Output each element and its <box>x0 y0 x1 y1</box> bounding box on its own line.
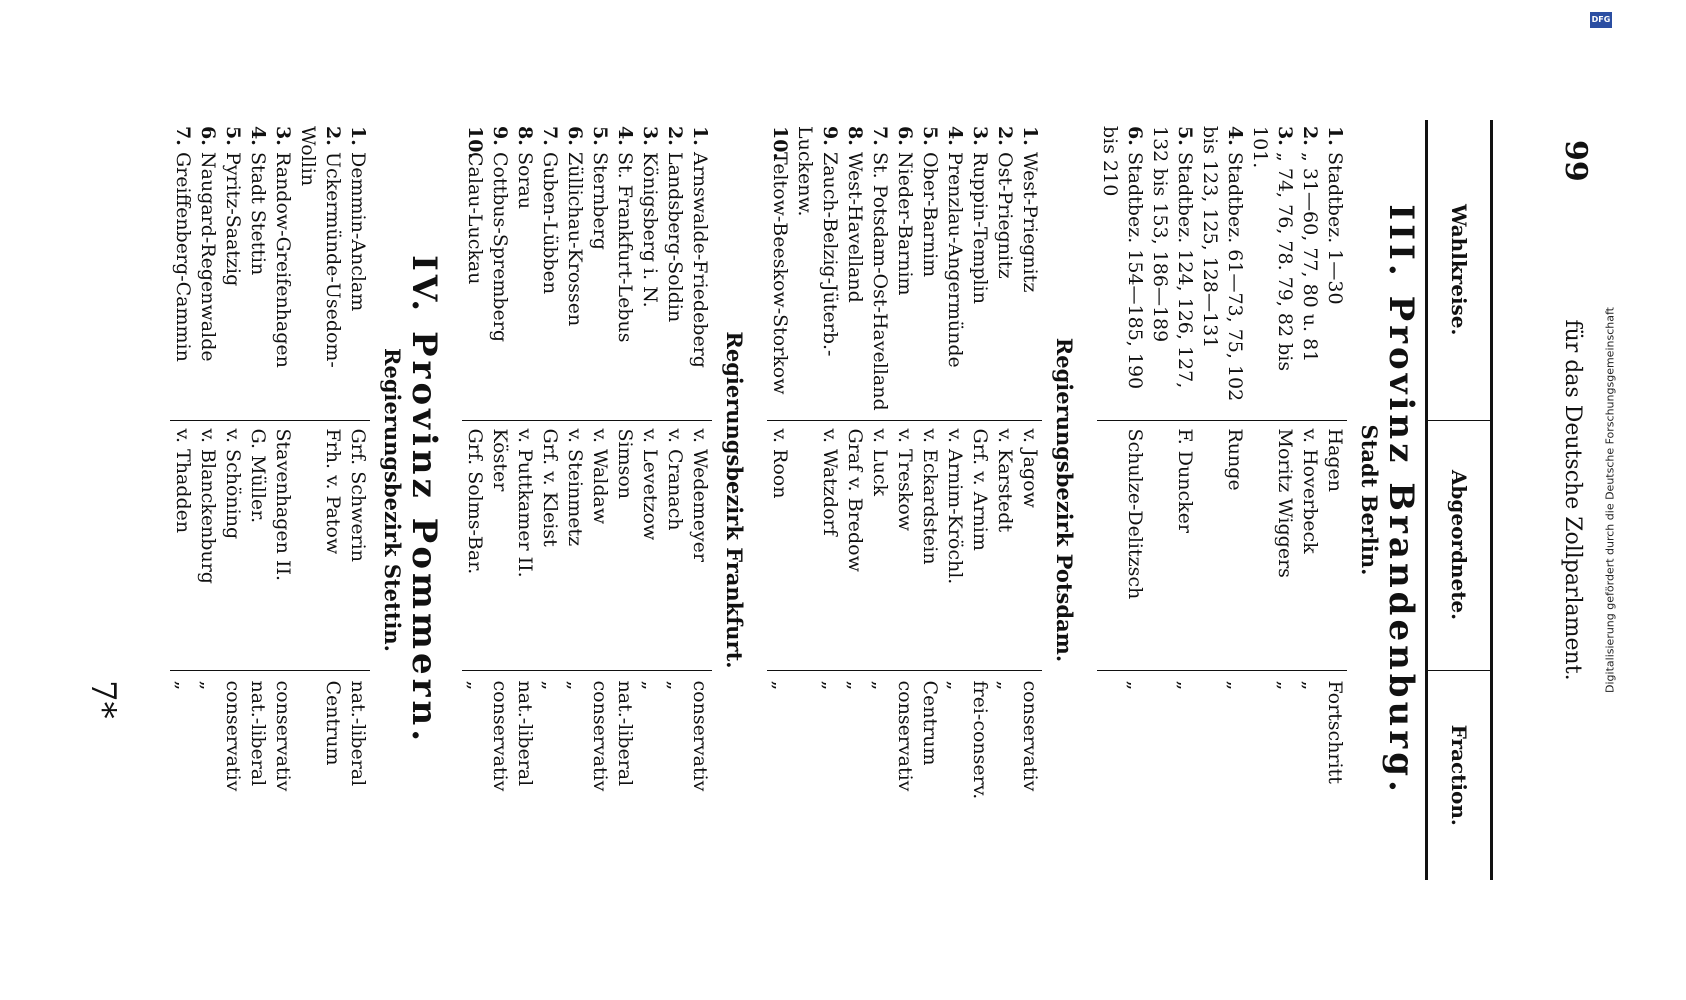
header-title: für das Deutsche Zollparlament. <box>1560 319 1585 681</box>
abgeordnete-cell: v. Blanckenburg <box>195 420 220 670</box>
row-number: 2. <box>322 126 344 146</box>
table-row <box>842 120 867 880</box>
wahlkreis-cell <box>892 120 917 420</box>
table-row <box>612 120 637 880</box>
abgeordnete-cell: v. Steinmetz <box>562 420 587 670</box>
abgeordnete-cell: v. Arnim-Kröchl. <box>942 420 967 670</box>
table-row <box>792 120 842 880</box>
table-row <box>917 120 942 880</box>
wahlkreis-name: Teltow-Beeskow-Storkow <box>769 152 791 395</box>
abgeordnete-cell: v. Karstedt <box>992 420 1017 670</box>
wahlkreis-name: „ 74, 76, 78. 79, 82 bis 101. <box>1249 126 1296 372</box>
fraction-cell: „ <box>564 680 586 691</box>
table-row <box>295 120 345 880</box>
table-row <box>992 120 1017 880</box>
table-row <box>587 120 612 880</box>
wahlkreis-cell <box>587 120 612 420</box>
fraction-cell: „ <box>664 680 686 691</box>
abgeordnete-cell: Grf. Schwerin <box>345 420 370 670</box>
abgeordnete-cell: Schulze-Delitzsch <box>1097 420 1147 670</box>
wahlkreis-name: Prenzlau-Angermünde <box>944 152 966 368</box>
row-number: 2. <box>1299 126 1321 146</box>
row-number: 5. <box>222 126 244 146</box>
abgeordnete-cell: Köster <box>487 420 512 670</box>
wahlkreis-cell <box>512 120 537 420</box>
abgeordnete-cell: v. Waldaw <box>587 420 612 670</box>
table-row <box>462 120 487 880</box>
subsection-title: Regierungsbezirk Frankfurt. <box>722 331 747 669</box>
wahlkreis-cell <box>562 120 587 420</box>
row-number: 4. <box>1224 126 1246 146</box>
row-number: 7. <box>539 126 561 146</box>
abgeordnete-cell: v. Puttkamer II. <box>512 420 537 670</box>
footer-strip <box>1580 0 1640 1000</box>
table-row <box>487 120 512 880</box>
row-number: 8. <box>514 126 536 146</box>
fraction-cell: „ <box>769 680 791 691</box>
footer-text: Digitalisierung gefördert durch die Deutsche Forschungsgemeinschaft <box>1603 307 1617 693</box>
table-row <box>195 120 220 880</box>
table-row <box>537 120 562 880</box>
province-title: III. Provinz Brandenburg. <box>1381 204 1421 796</box>
table-row <box>1322 120 1347 880</box>
section-spacer <box>156 120 170 880</box>
wahlkreis-name: Stadtbez. 154—185, 190 bis 210 <box>1099 126 1146 390</box>
table-row <box>687 120 712 880</box>
row-number: 6. <box>894 126 916 146</box>
fraction-cell: conservativ <box>272 680 294 792</box>
row-number: 6. <box>197 126 219 146</box>
fraction-cell: nat.-liberal <box>347 680 369 787</box>
wahlkreis-name: Arnswalde-Friedeberg <box>689 152 711 368</box>
fraction-cell: „ <box>639 680 661 691</box>
province-heading <box>1388 120 1427 880</box>
row-number: 10. <box>464 126 486 160</box>
fraction-cell: „ <box>844 680 866 691</box>
table-row <box>1297 120 1322 880</box>
fraction-cell: „ <box>1124 680 1146 691</box>
row-number: 5. <box>919 126 941 146</box>
column-header-abgeordnete: Abgeordnete. <box>1427 420 1492 670</box>
subsection-heading <box>712 120 753 880</box>
wahlkreis-cell <box>170 120 195 420</box>
wahlkreis-cell <box>942 120 967 420</box>
wahlkreis-name: West-Havelland <box>844 152 866 303</box>
wahlkreis-name: Calau-Luckau <box>464 152 486 285</box>
table-row <box>562 120 587 880</box>
wahlkreis-name: Naugard-Regenwalde <box>197 152 219 362</box>
table-row <box>1197 120 1247 880</box>
fraction-cell: „ <box>994 680 1016 691</box>
wahlkreis-cell <box>992 120 1017 420</box>
fraction-cell: nat.-liberal <box>514 680 536 787</box>
wahlkreis-cell <box>220 120 245 420</box>
wahlkreis-name: Sorau <box>514 152 536 210</box>
table-row <box>512 120 537 880</box>
abgeordnete-cell: Runge <box>1197 420 1247 670</box>
wahlkreis-cell <box>195 120 220 420</box>
subsection-heading <box>1042 120 1083 880</box>
fraction-cell: Centrum <box>322 680 344 766</box>
wahlkreis-name: Randow-Greifenhagen <box>272 152 294 368</box>
table-row <box>220 120 245 880</box>
wahlkreis-cell <box>245 120 270 420</box>
abgeordnete-cell: v. Hoverbeck <box>1297 420 1322 670</box>
table-row <box>345 120 370 880</box>
abgeordnete-cell: v. Thadden <box>170 420 195 670</box>
election-table <box>156 120 1493 880</box>
section-spacer <box>753 120 767 880</box>
row-number: 4. <box>247 126 269 146</box>
table-row <box>967 120 992 880</box>
section-spacer <box>1083 120 1097 880</box>
wahlkreis-cell <box>1017 120 1042 420</box>
fraction-cell: nat.-liberal <box>614 680 636 787</box>
abgeordnete-cell: v. Schöning <box>220 420 245 670</box>
abgeordnete-cell: F. Duncker <box>1147 420 1197 670</box>
wahlkreis-name: Pyritz-Saatzig <box>222 152 244 287</box>
fraction-cell: „ <box>944 680 966 691</box>
fraction-cell: conservativ <box>589 680 611 792</box>
row-number: 6. <box>1124 126 1146 146</box>
row-number: 7. <box>869 126 891 146</box>
wahlkreis-name: Ruppin-Templin <box>969 152 991 304</box>
column-header-wahlkreise: Wahlkreise. <box>1427 120 1492 420</box>
fraction-cell: Fortschritt <box>1324 680 1346 784</box>
wahlkreis-name: Greiffenberg-Cammin <box>172 152 194 362</box>
abgeordnete-cell: Moritz Wiggers <box>1247 420 1297 670</box>
wahlkreis-name: Ost-Priegnitz <box>994 152 1016 279</box>
table-row <box>867 120 892 880</box>
wahlkreis-cell <box>487 120 512 420</box>
wahlkreis-cell <box>345 120 370 420</box>
wahlkreis-cell <box>1247 120 1297 420</box>
signature-mark: 7* <box>83 680 123 719</box>
abgeordnete-cell: Hagen <box>1322 420 1347 670</box>
row-number: 7. <box>172 126 194 146</box>
fraction-cell: „ <box>819 680 841 691</box>
abgeordnete-cell: Grf. v. Kleist <box>537 420 562 670</box>
row-number: 1. <box>347 126 369 146</box>
row-number: 5. <box>1174 126 1196 146</box>
table-row <box>637 120 662 880</box>
wahlkreis-name: Guben-Lübben <box>539 152 561 295</box>
fraction-cell: conservativ <box>1019 680 1041 792</box>
abgeordnete-cell: v. Levetzow <box>637 420 662 670</box>
fraction-cell: „ <box>464 680 486 691</box>
wahlkreis-name: St. Frankfurt-Lebus <box>614 152 636 343</box>
fraction-cell: „ <box>869 680 891 691</box>
row-number: 6. <box>564 126 586 146</box>
fraction-cell: „ <box>539 680 561 691</box>
wahlkreis-cell <box>1147 120 1197 420</box>
province-heading <box>411 120 448 880</box>
abgeordnete-cell: v. Wedemeyer <box>687 420 712 670</box>
table-row <box>270 120 295 880</box>
wahlkreis-cell <box>637 120 662 420</box>
row-number: 5. <box>589 126 611 146</box>
table-row <box>245 120 270 880</box>
wahlkreis-cell <box>1097 120 1147 420</box>
fraction-cell: conservativ <box>689 680 711 792</box>
subsection-title: Regierungsbezirk Potsdam. <box>1052 337 1077 663</box>
fraction-cell: conservativ <box>489 680 511 792</box>
row-number: 1. <box>689 126 711 146</box>
abgeordnete-cell: v. Luck <box>867 420 892 670</box>
wahlkreis-name: „ 31—60, 77, 80 u. 81 <box>1299 152 1321 363</box>
table-row <box>1097 120 1147 880</box>
row-number: 2. <box>994 126 1016 146</box>
wahlkreis-name: Demmin-Anclam <box>347 152 369 312</box>
wahlkreis-cell <box>462 120 487 420</box>
wahlkreis-name: Ober-Barnim <box>919 152 941 278</box>
row-number: 9. <box>489 126 511 146</box>
table-row <box>767 120 792 880</box>
wahlkreis-cell <box>1197 120 1247 420</box>
fraction-cell: conservativ <box>222 680 244 792</box>
abgeordnete-cell: Frh. v. Patow <box>295 420 345 670</box>
table-row <box>1147 120 1197 880</box>
fraction-cell: „ <box>1174 680 1196 691</box>
wahlkreis-cell <box>1322 120 1347 420</box>
row-number: 3. <box>1274 126 1296 146</box>
subsection-heading <box>370 120 411 880</box>
wahlkreis-name: Nieder-Barnim <box>894 152 916 296</box>
section-spacer <box>448 120 462 880</box>
abgeordnete-cell: v. Treskow <box>892 420 917 670</box>
row-number: 3. <box>969 126 991 146</box>
wahlkreis-cell <box>842 120 867 420</box>
row-number: 9. <box>819 126 841 146</box>
wahlkreis-name: West-Priegnitz <box>1019 152 1041 293</box>
row-number: 4. <box>614 126 636 146</box>
wahlkreis-name: Stadtbez. 1—30 <box>1324 152 1346 305</box>
row-number: 3. <box>639 126 661 146</box>
abgeordnete-cell: v. Cranach <box>662 420 687 670</box>
wahlkreis-name: Sternberg <box>589 152 611 250</box>
scanned-page <box>3 120 1683 880</box>
wahlkreis-name: Königsberg i. N. <box>639 152 661 308</box>
row-number: 10. <box>769 126 791 160</box>
wahlkreis-cell <box>867 120 892 420</box>
table-row <box>662 120 687 880</box>
subsection-title: Regierungsbezirk Stettin. <box>380 348 405 652</box>
abgeordnete-cell: Grf. v. Arnim <box>967 420 992 670</box>
fraction-cell: „ <box>1274 680 1296 691</box>
wahlkreis-name: Stadtbez. 124, 126, 127, 132 bis 153, 186—189 <box>1149 126 1196 389</box>
subsection-title: Stadt Berlin. <box>1357 424 1382 576</box>
abgeordnete-cell: G. Müller. <box>245 420 270 670</box>
fraction-cell: conservativ <box>894 680 916 792</box>
wahlkreis-name: Uckermünde-Usedom-Wollin <box>297 126 344 368</box>
wahlkreis-cell <box>687 120 712 420</box>
wahlkreis-name: Züllichau-Krossen <box>564 152 586 327</box>
fraction-cell: nat.-liberal <box>247 680 269 787</box>
abgeordnete-cell: v. Roon <box>767 420 792 670</box>
column-header-fraction: Fraction. <box>1427 670 1492 880</box>
wahlkreis-cell <box>917 120 942 420</box>
row-number: 1. <box>1324 126 1346 146</box>
table-row <box>1247 120 1297 880</box>
wahlkreis-cell <box>1297 120 1322 420</box>
fraction-cell: „ <box>1299 680 1321 691</box>
fraction-cell: „ <box>172 680 194 691</box>
row-number: 4. <box>944 126 966 146</box>
dfg-logo: DFG <box>1590 12 1612 28</box>
wahlkreis-name: St. Potsdam-Ost-Havelland <box>869 152 891 411</box>
wahlkreis-cell <box>270 120 295 420</box>
row-number: 8. <box>844 126 866 146</box>
wahlkreis-name: Stadt Stettin <box>247 152 269 276</box>
wahlkreis-cell <box>767 120 792 420</box>
wahlkreis-name: Cottbus-Spremberg <box>489 152 511 342</box>
abgeordnete-cell: v. Watzdorf <box>792 420 842 670</box>
abgeordnete-cell: Stavenhagen II. <box>270 420 295 670</box>
table-row <box>170 120 195 880</box>
fraction-cell: Centrum <box>919 680 941 766</box>
wahlkreis-name: Stadtbez. 61—73, 75, 102 bis 123, 125, 128—131 <box>1199 126 1246 402</box>
row-number: 2. <box>664 126 686 146</box>
fraction-cell: „ <box>197 680 219 691</box>
fraction-cell: frei-conserv. <box>969 680 991 800</box>
abgeordnete-cell: Simson <box>612 420 637 670</box>
wahlkreis-cell <box>662 120 687 420</box>
fraction-cell: „ <box>1224 680 1246 691</box>
row-number: 1. <box>1019 126 1041 146</box>
abgeordnete-cell: Grf. Solms-Bar. <box>462 420 487 670</box>
abgeordnete-cell: v. Eckardstein <box>917 420 942 670</box>
table-row <box>892 120 917 880</box>
wahlkreis-cell <box>967 120 992 420</box>
abgeordnete-cell: v. Jagow <box>1017 420 1042 670</box>
abgeordnete-cell: Graf v. Bredow <box>842 420 867 670</box>
wahlkreis-cell <box>295 120 345 420</box>
table-row <box>942 120 967 880</box>
page-number: 99 <box>1558 140 1593 182</box>
table-row <box>1017 120 1042 880</box>
wahlkreis-cell <box>537 120 562 420</box>
wahlkreis-name: Landsberg-Soldin <box>664 152 686 323</box>
wahlkreis-name: Zauch-Belzig-Jüterb.-Luckenw. <box>794 126 841 357</box>
wahlkreis-cell <box>792 120 842 420</box>
wahlkreis-cell <box>612 120 637 420</box>
row-number: 3. <box>272 126 294 146</box>
province-title: IV. Provinz Pommern. <box>404 254 444 746</box>
